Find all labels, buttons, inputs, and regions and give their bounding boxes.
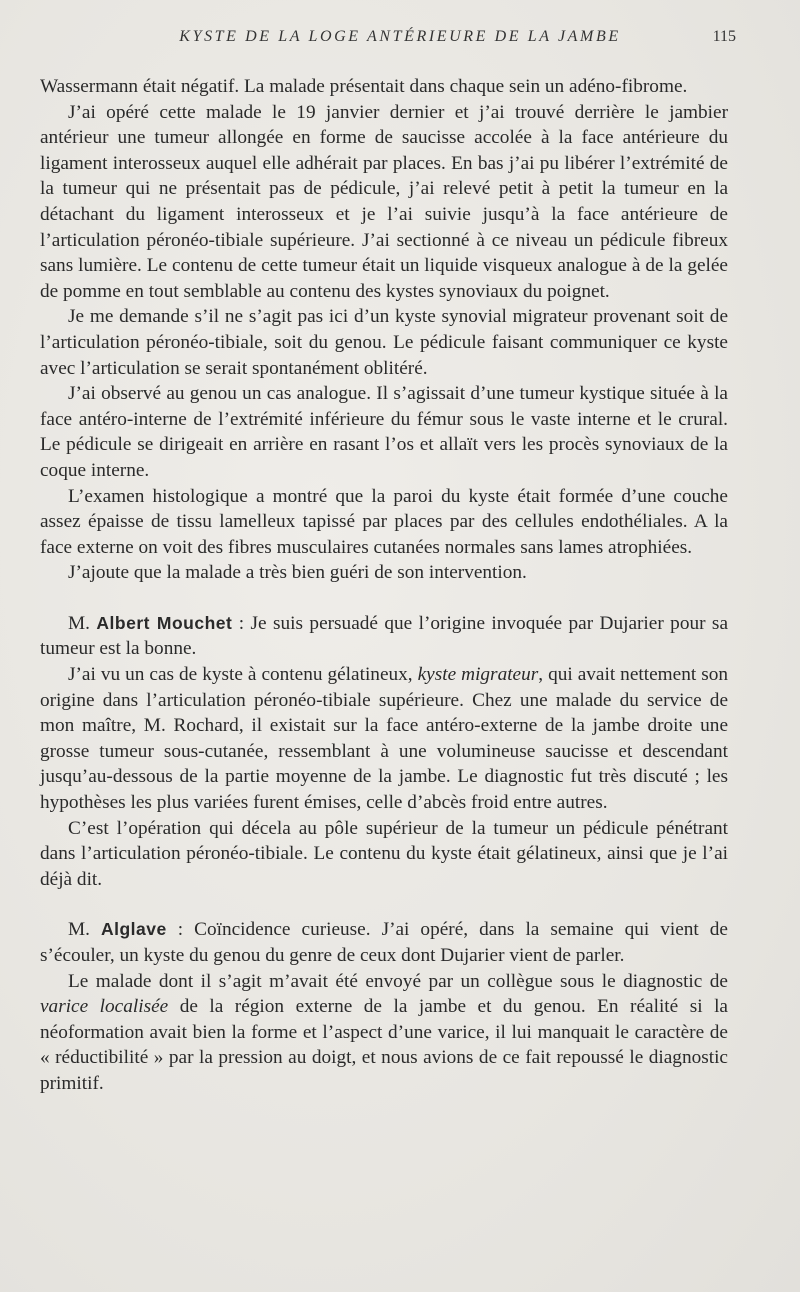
paragraph-3: Je me demande s’il ne s’agit pas ici d’un kyste synovial migrateur provenant soit de l’articulation péronéo-tibiale, soit du genou. Le pédicule faisant communiquer ce kyste avec l’articulation se serait spontanément oblitéré.	[40, 306, 728, 379]
emphasis-kyste-migrateur: kyste migrateur	[417, 664, 539, 686]
speaker-prefix: M.	[68, 612, 90, 634]
speaker-name-alglave: Alglave	[100, 919, 167, 940]
emphasis-varice-localisee: varice localisée	[40, 996, 169, 1018]
paragraph-8	[40, 662, 728, 816]
body-text	[40, 74, 728, 1097]
paragraph-5: L’examen histologique a montré que la paroi du kyste était formée d’une couche assez épaisse de tissu lamelleux tapissé par places par des cellules endothéliales. A la face externe on voit des fibres musculaires cutanées normales sans lames atrophiées.	[40, 485, 728, 558]
paragraph-4: J’ai observé au genou un cas analogue. Il s’agissait d’une tumeur kystique située à la face antéro-interne de l’extrémité inférieure du fémur sous le vaste interne et le crural. Le pédicule se dirigeait en arrière en rasant l’os et allaït vers les procès synoviaux de la coque interne.	[40, 383, 728, 481]
paragraph-8-part-b: , qui avait nettement son origine dans l’articulation péronéo-tibiale supérieure. Chez une malade du service de mon maître, M. Rochard, il existait sur la face antéro-externe de la jambe droite une grosse tumeur sous-cutanée, ressemblant à une volumineuse saucisse et descendant jusqu’au-dessous de la partie moyenne de la jambe. Le diagnostic fut très discuté ; les hypothèses les plus variées furent émises, celle d’abcès froid entre autres.	[40, 664, 728, 814]
paragraph-1: Wassermann était négatif. La malade présentait dans chaque sein un adéno-fibrome.	[40, 76, 688, 97]
page-number: 115	[712, 28, 736, 45]
paragraph-11	[40, 969, 728, 1097]
running-title: KYSTE DE LA LOGE ANTÉRIEURE DE LA JAMBE	[179, 28, 621, 45]
paragraph-2: J’ai opéré cette malade le 19 janvier dernier et j’ai trouvé derrière le jambier antérieur une tumeur allongée en forme de saucisse accolée à la face antérieure du ligament interosseux auquel elle adhérait par places. En bas j’ai pu libérer l’extrémité de la tumeur qui ne présentait pas de pédicule, j’ai relevé petit à petit la tumeur en la détachant du ligament interosseux et je l’ai suivie jusqu’à la face antérieure de l’articulation péronéo-tibiale supérieure. J’ai sectionné à ce niveau un pédicule fibreux sans lumière. Le contenu de cette tumeur était un liquide visqueux analogue à de la gelée de pomme en tout semblable au contenu des kystes synoviaux du poignet.	[40, 101, 728, 302]
paragraph-8-part-a: J’ai vu un cas de kyste à contenu gélatineux,	[68, 664, 418, 686]
speaker-text-mouchet: : Je suis persuadé que l’origine invoquée par Dujarier pour sa tumeur est la bonne.	[40, 612, 728, 660]
speaker-prefix: M.	[68, 919, 90, 941]
paragraph-alglave	[40, 917, 728, 968]
paragraph-11-part-a: Le malade dont il s’agit m’avait été envoyé par un collègue sous le diagnostic de	[68, 970, 728, 992]
speaker-text-alglave: : Coïncidence curieuse. J’ai opéré, dans la semaine qui vient de s’écouler, un kyste du genou du genre de ceux dont Dujarier vient de parler.	[40, 919, 728, 966]
speaker-name-mouchet: Albert Mouchet	[96, 612, 233, 633]
paragraph-mouchet	[40, 611, 728, 662]
paragraph-9: C’est l’opération qui décela au pôle supérieur de la tumeur un pédicule pénétrant dans l’articulation péronéo-tibiale. Le contenu du kyste était gélatineux, ainsi que je l’ai déjà dit.	[40, 817, 728, 890]
paragraph-11-part-b: de la région externe de la jambe et du genou. En réalité si la néoformation avait bien la forme et l’aspect d’une varice, il lui manquait le caractère de « réductibilité » par la pression au doigt, et nous avions de ce fait repoussé le diagnostic primitif.	[40, 996, 728, 1094]
paragraph-6: J’ajoute que la malade a très bien guéri de son intervention.	[68, 562, 527, 584]
page-header	[40, 28, 736, 54]
